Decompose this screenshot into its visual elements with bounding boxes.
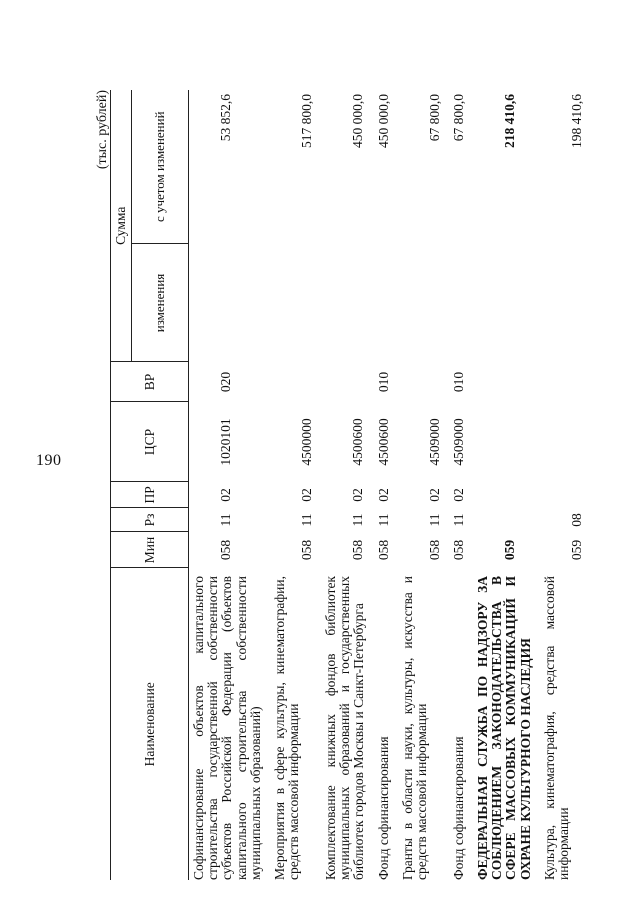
row-vr [398,362,449,402]
row-csr: 4509000 [426,418,442,466]
table-row [449,90,473,880]
table-body [189,90,591,880]
row-csr: 1020101 [218,418,233,466]
row-pr: 02 [426,488,442,502]
table-row [321,90,374,880]
row-min: 058 [426,539,442,561]
row-total: 53 852,6 [218,93,233,142]
header-changes: изменения [132,244,189,362]
row-total: 67 800,0 [450,93,466,142]
header-vr: ВР [111,362,189,402]
row-total: 67 800,0 [426,93,442,142]
header-sum: Сумма [111,90,132,362]
row-csr: 4500600 [375,418,391,466]
row-name: ФЕДЕРАЛЬНАЯ СЛУЖБА ПО НАДЗОРУ ЗА СОБЛЮДЕНИЕМ ЗАКОНОДАТЕЛЬСТВА В СФЕРЕ МАССОВЫХ КОММУНИКАЦИЙ И ОХРАНЕ КУЛЬТУРНОГО НАСЛЕДИЯ [475,576,533,880]
row-name: Фонд софинансирования [450,736,466,880]
row-csr [540,402,591,482]
row-name: Мероприятия в сфере культуры, кинематографии, средств массовой информации [271,576,302,880]
row-min: 059 [502,539,518,561]
row-changes [374,244,398,362]
header-csr: ЦСР [111,402,189,482]
row-name: Фонд софинансирования [375,736,391,880]
row-csr [473,402,540,482]
rotated-document [95,90,615,880]
row-rz [473,508,540,532]
table-row [540,90,591,880]
row-min: 058 [450,539,466,561]
row-total: 450 000,0 [375,93,391,148]
row-changes [321,244,374,362]
unit-label: (тыс. рублей) [95,90,110,170]
table-row [473,90,540,880]
row-pr [473,482,540,508]
row-changes [540,244,591,362]
table-row [270,90,321,880]
row-rz: 11 [375,513,391,527]
row-changes [449,244,473,362]
row-vr [540,362,591,402]
row-rz: 11 [218,513,233,527]
row-rz: 11 [298,513,314,527]
header-rz: Рз [111,508,189,532]
row-pr: 02 [375,488,391,502]
header-with-changes: с учетом изменений [132,90,189,244]
row-min: 058 [350,539,366,561]
row-total: 450 000,0 [350,93,366,148]
row-min: 058 [375,539,391,561]
page-number: 190 [36,452,62,469]
row-changes [398,244,449,362]
table-row [374,90,398,880]
row-min: 058 [298,539,314,561]
row-changes [189,244,270,362]
header-min: Мин [111,532,189,568]
budget-table [110,90,591,880]
row-vr [270,362,321,402]
row-total: 517 800,0 [298,93,314,148]
row-vr: 020 [218,371,233,393]
row-rz: 08 [568,513,584,527]
row-csr: 4509000 [450,418,466,466]
row-csr: 4500600 [350,418,366,466]
row-changes [270,244,321,362]
row-changes [473,244,540,362]
row-min: 058 [218,539,233,561]
row-vr: 010 [450,371,466,393]
row-total: 218 410,6 [502,93,518,148]
header-pr: ПР [111,482,189,508]
row-pr: 02 [218,488,233,502]
row-name: Культура, кинематография, средства массовой информации [541,576,571,880]
row-min: 059 [568,539,584,561]
row-rz: 11 [350,513,366,527]
row-vr [321,362,374,402]
row-pr [540,482,591,508]
header-name: Наименование [111,568,189,880]
row-name: Гранты в области науки, культуры, искусства и средств массовой информации [399,576,429,880]
row-pr: 02 [450,488,466,502]
row-name: Софинансирование объектов капитального строительства государственной собственности субъектов Российской Федерации (объектов капитального строительства собственности муниципальных образований) [191,576,263,880]
row-pr: 02 [298,488,314,502]
row-name: Комплектование книжных фондов библиотек муниципальных образований и государственных библиотек городов Москвы и Санкт-Петербурга [323,576,367,880]
row-rz: 11 [426,513,442,527]
table-row [398,90,449,880]
row-vr [473,362,540,402]
row-csr: 4500000 [298,418,314,466]
row-vr: 010 [375,371,391,393]
row-rz: 11 [450,513,466,527]
table-row [189,90,270,880]
row-total: 198 410,6 [568,93,584,148]
row-pr: 02 [350,488,366,502]
